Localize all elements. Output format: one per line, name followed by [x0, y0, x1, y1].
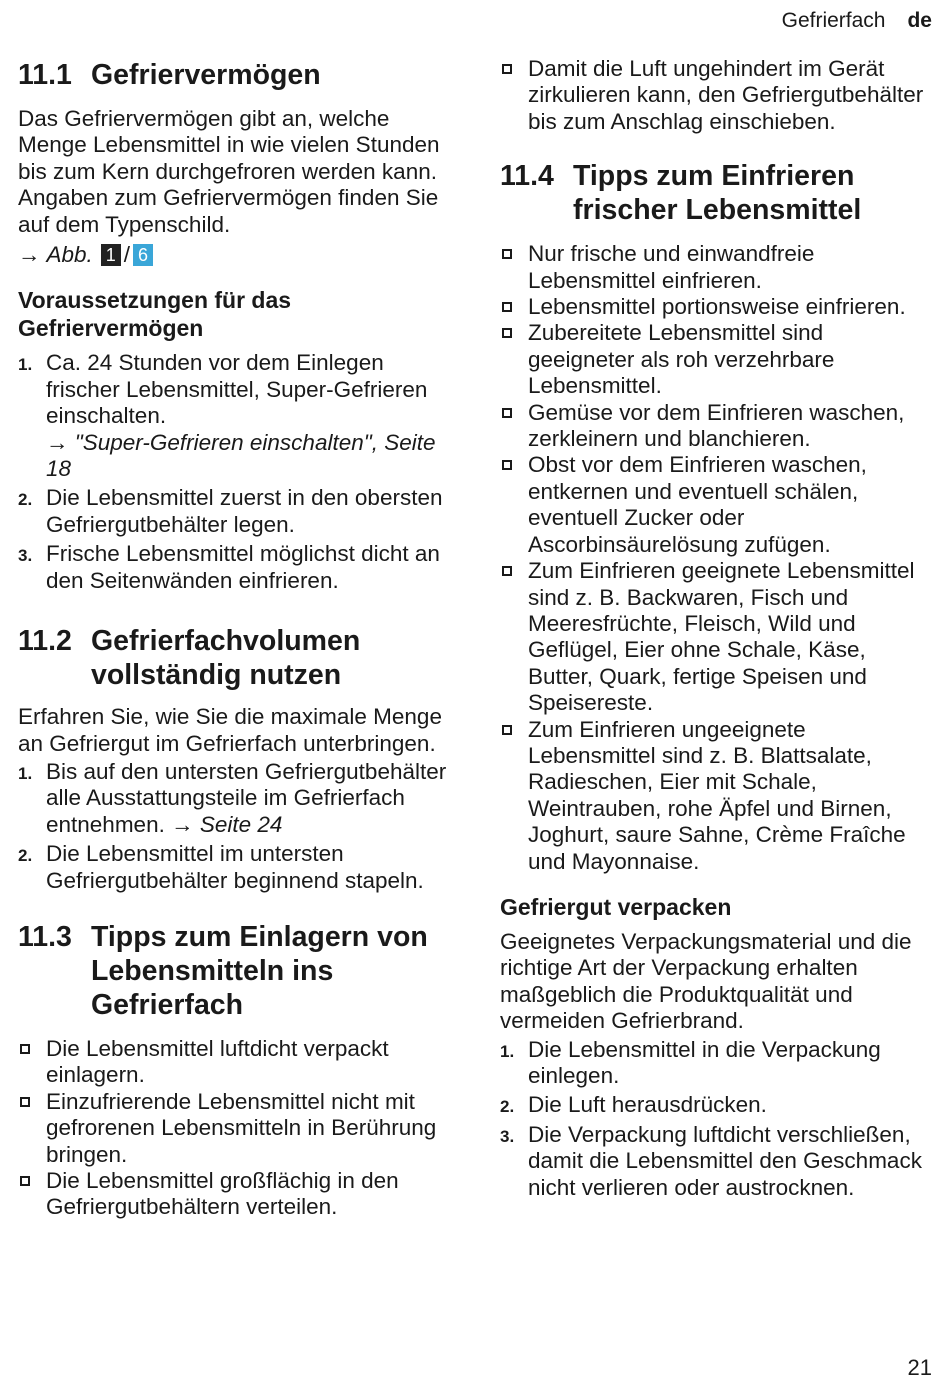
list-item: Die Lebensmittel luftdicht verpackt einlagern.: [18, 1036, 458, 1089]
list-item: Obst vor dem Einfrieren waschen, entkernen und eventuell schälen, eventuell Zucker oder Ascorbinsäurelösung zufügen.: [500, 452, 935, 558]
left-column: [18, 56, 458, 1221]
list-item: 2. Die Lebensmittel im untersten Gefriergutbehälter beginnend stapeln.: [18, 841, 424, 893]
section-heading-11-1: 11.1 Gefriervermögen: [18, 59, 321, 91]
list-item: Zum Einfrieren ungeeignete Lebensmittel sind z. B. Blattsalate, Radieschen, Eier mit Schale, Weintrauben, rohe Äpfel und Birnen, Joghurt, saure Sahne, Crème Fraîche und Mayonnaise.: [500, 717, 935, 875]
sub-heading: Voraussetzungen für das Gefriervermögen: [18, 287, 292, 342]
header-lang: de: [907, 9, 932, 32]
bullet-list: [18, 1036, 458, 1221]
list-item: 2. Die Luft herausdrücken.: [500, 1092, 767, 1118]
list-item: 3. Die Verpackung luftdicht verschließen, damit die Lebensmittel den Geschmack nicht verlieren oder austrocknen.: [500, 1121, 922, 1200]
bullet-list: [500, 241, 935, 875]
header-section: Gefrierfach: [781, 9, 886, 32]
bullet-square-icon: [502, 725, 512, 735]
list-item: Lebensmittel portionsweise einfrieren.: [500, 294, 935, 320]
sub-heading: Gefriergut verpacken: [500, 893, 732, 920]
page-reference: → Seite 24: [171, 811, 283, 837]
list-item: Nur frische und einwandfreie Lebensmittel einfrieren.: [500, 241, 935, 294]
list-item: 1. Ca. 24 Stunden vor dem Einlegen frischer Lebensmittel, Super-Gefrieren einschalten. → "Super-Gefrieren einschalten", Seite 18: [18, 350, 436, 482]
steps-list: [18, 350, 458, 594]
figure-reference: → Abb. 1 / 6: [18, 242, 458, 268]
list-item: Zubereitete Lebensmittel sind geeigneter als roh verzehrbare Lebensmittel.: [500, 320, 935, 399]
section-heading-11-4: 11.4 Tipps zum Einfrieren frischer Lebensmittel: [500, 160, 862, 227]
bullet-square-icon: [502, 302, 512, 312]
bullet-list: [500, 56, 935, 135]
list-item: Gemüse vor dem Einfrieren waschen, zerkleinern und blanchieren.: [500, 400, 935, 453]
page-reference: → "Super-Gefrieren einschalten", Seite 18: [46, 429, 436, 482]
arrow-right-icon: →: [18, 242, 41, 268]
paragraph: Geeignetes Verpackungsmaterial und die richtige Art der Verpackung erhalten maßgeblich die Produktqualität und vermeiden Gefrierbrand.: [500, 928, 912, 1034]
list-item: 1. Die Lebensmittel in die Verpackung einlegen.: [500, 1036, 881, 1088]
figure-tag: 1: [101, 244, 121, 266]
page-header: [782, 8, 932, 34]
list-item: 3. Frische Lebensmittel möglichst dicht an den Seitenwänden einfrieren.: [18, 541, 440, 593]
section-heading-11-2: 11.2 Gefrierfachvolumen vollständig nutzen: [18, 625, 361, 692]
bullet-square-icon: [20, 1097, 30, 1107]
list-item: 1. Bis auf den untersten Gefriergutbehälter alle Ausstattungsteile im Gefrierfach entnehmen. → Seite 24: [18, 758, 447, 837]
paragraph: Das Gefriervermögen gibt an, welche Menge Lebensmittel in wie vielen Stunden bis zum Kern durchgefroren werden kann.: [18, 106, 440, 184]
bullet-square-icon: [20, 1044, 30, 1054]
page-number: 21: [907, 1355, 932, 1380]
list-item: Zum Einfrieren geeignete Lebensmittel sind z. B. Backwaren, Fisch und Meeresfrüchte, Fleisch, Wild und Geflügel, Eier ohne Schale, Käse, Butter, Quark, fertige Speisen und Speisereste.: [500, 558, 935, 716]
bullet-square-icon: [502, 566, 512, 576]
bullet-square-icon: [20, 1176, 30, 1186]
list-item: Einzufrierende Lebensmittel nicht mit gefrorenen Lebensmitteln in Berührung bringen.: [18, 1089, 458, 1168]
list-item: Die Lebensmittel großflächig in den Gefriergutbehältern verteilen.: [18, 1168, 458, 1221]
bullet-square-icon: [502, 328, 512, 338]
steps-list: [500, 1037, 935, 1201]
bullet-square-icon: [502, 408, 512, 418]
bullet-square-icon: [502, 64, 512, 74]
right-column: [500, 56, 935, 1201]
steps-list: [18, 759, 458, 894]
bullet-square-icon: [502, 249, 512, 259]
bullet-square-icon: [502, 460, 512, 470]
paragraph: Angaben zum Gefriervermögen finden Sie auf dem Typenschild.: [18, 185, 439, 237]
section-heading-11-3: 11.3 Tipps zum Einlagern von Lebensmitteln ins Gefrierfach: [18, 920, 428, 1021]
paragraph: Erfahren Sie, wie Sie die maximale Menge an Gefriergut im Gefrierfach unterbringen.: [18, 704, 442, 756]
list-item: Damit die Luft ungehindert im Gerät zirkulieren kann, den Gefriergutbehälter bis zum Anschlag einschieben.: [500, 56, 935, 135]
list-item: 2. Die Lebensmittel zuerst in den obersten Gefriergutbehälter legen.: [18, 485, 443, 537]
figure-tag: 6: [133, 244, 153, 266]
